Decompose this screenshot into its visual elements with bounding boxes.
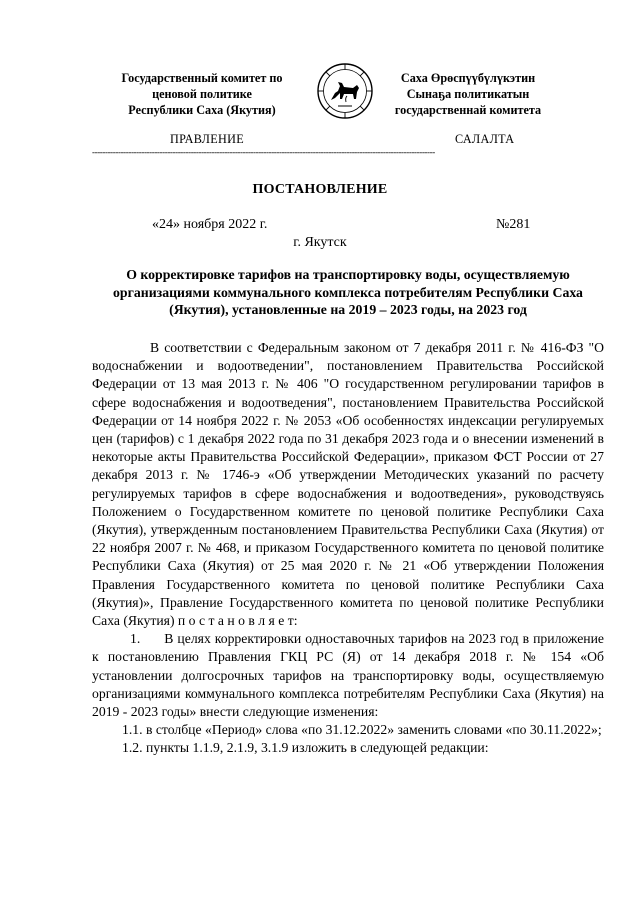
document-date: «24» ноября 2022 г.	[152, 217, 268, 232]
document-body	[92, 339, 608, 758]
department-label-sakha: САЛАЛТА	[455, 132, 515, 146]
header-left-org	[82, 70, 322, 118]
preamble-paragraph: В соответствии с Федеральным законом от 7 декабря 2011 г. № 416-ФЗ "О водоснабжении и водоотведении", постановлением Правительства Российской Федерации от 13 мая 2013 г. № 406 "О государственном регулировании тарифов в сфере водоснабжения и водоотведения", постановлением Правительства Российской Федерации от 14 ноября 2022 г. № 2053 «Об особенностях индексации регулируемых цен (тарифов) с 1 декабря 2022 года по 31 декабря 2023 года и о внесении изменений в некоторые акты Правительства Российской Федерации», приказом ФСТ России от 27 декабря 2013 г. № 1746-э «Об утверждении Методических указаний по расчету регулируемых тарифов в сфере водоснабжения и водоотведения», руководствуясь Положением о Государственном комитете по ценовой политике Республики Саха (Якутия), утвержденным постановлением Правительства Республики Саха (Якутия) от 22 ноября 2007 г. № 468, и приказом Государственного комитета по ценовой политике Республики Саха (Якутия) от 25 мая 2020 г. № 21 «Об утверждении Положения Правления Государственного комитета по ценовой политике Республики Саха (Якутия)», Правление Государственного комитета по ценовой политике Республики Саха (Якутия) п о с т а н о в л я е т:	[92, 340, 604, 629]
header-right-line: Саха Өрөспүүбүлүкэтин	[400, 71, 536, 85]
header-right-line: государственнай комитета	[394, 103, 542, 117]
item-1-paragraph: 1. В целях корректировки одноставочных тарифов на 2023 год в приложение к постановлению Правления ГКЦ РС (Я) от 14 декабря 2018 г. № 154 «Об установлении долгосрочных тарифов на транспортировку воды, осуществляемую организациями коммунального комплекса потребителям Республики Саха (Якутия) на 2019 - 2023 годы» внести следующие изменения:	[92, 631, 608, 720]
header-left-line: Государственный комитет по	[121, 71, 283, 85]
header-left-line: ценовой политике	[152, 87, 252, 101]
header-right-line: Сынаҕа политикатын	[406, 87, 530, 101]
document-number: №281	[496, 217, 531, 232]
document-subject: О корректировке тарифов на транспортировку воды, осуществляемую организациями коммунального комплекса потребителям Республики Саха (Якутия), установленные на 2019 – 2023 годы, на 2023 год	[113, 267, 583, 317]
item-1-2-paragraph: 1.2. пункты 1.1.9, 2.1.9, 3.1.9 изложить в следующей редакции:	[122, 740, 489, 756]
header-left-line: Республики Саха (Якутия)	[128, 103, 276, 117]
department-label-russian: ПРАВЛЕНИЕ	[170, 132, 244, 146]
document-city: г. Якутск	[293, 235, 347, 250]
header-separator: ------------------------------------------------------------------------------------------------------------------------------------	[92, 147, 435, 157]
item-1-1-paragraph: 1.1. в столбце «Период» слова «по 31.12.2022» заменить словами «по 30.11.2022»;	[122, 722, 602, 738]
document-title: ПОСТАНОВЛЕНИЕ	[252, 182, 388, 197]
header-right-org	[340, 70, 596, 118]
